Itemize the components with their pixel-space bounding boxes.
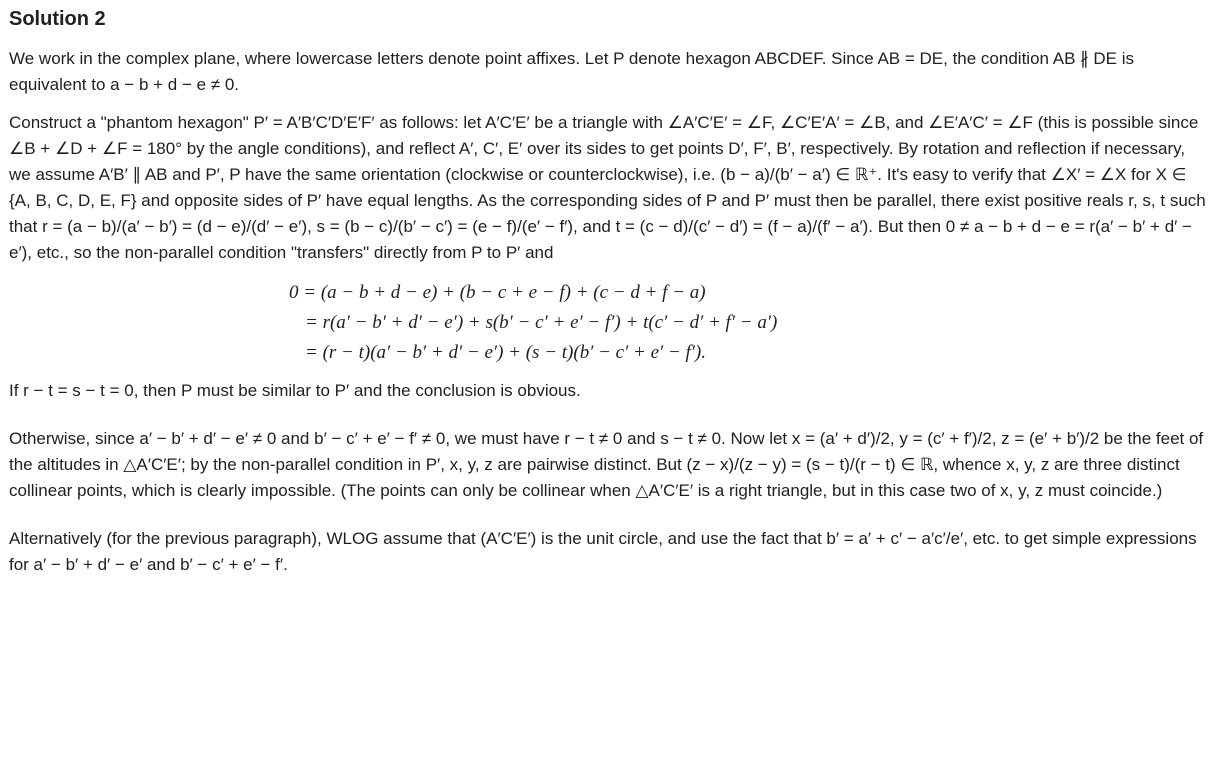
solution-title: Solution 2	[9, 8, 106, 30]
display-equation	[9, 278, 1209, 368]
equation-line-1: 0 = (a − b + d − e) + (b − c + e − f) + (c − d + f − a)	[289, 282, 706, 303]
paragraph-similar-case: If r − t = s − t = 0, then P must be similar to P′ and the conclusion is obvious.	[9, 381, 581, 400]
equation-line-3: = (r − t)(a′ − b′ + d′ − e′) + (s − t)(b′ − c′ + e′ − f′).	[305, 342, 707, 363]
paragraph-construction: Construct a "phantom hexagon" P′ = A′B′C′D′E′F′ as follows: let A′C′E′ be a triangle with ∠A′C′E′ = ∠F, ∠C′E′A′ = ∠B, and ∠E′A′C′ = ∠F (this is possible since ∠B + ∠D + ∠F = 180° by the angle conditions), and reflect A′, C′, E′ over its sides to get points D′, F′, B′, respectively. By rotation and reflection if necessary, we assume A′B′ ∥ AB and P′, P have the same orientation (clockwise or counterclockwise), i.e. (b − a)/(b′ − a′) ∈ ℝ⁺. It's easy to verify that ∠X′ = ∠X for X ∈ {A, B, C, D, E, F} and opposite sides of P′ have equal lengths. As the corresponding sides of P and P′ must then be parallel, there exist positive reals r, s, t such that r = (a − b)/(a′ − b′) = (d − e)/(d′ − e′), s = (b − c)/(b′ − c′) = (e − f)/(e′ − f′), and t = (c − d)/(c′ − d′) = (f − a)/(f′ − a′). But then 0 ≠ a − b + d − e = r(a′ − b′ + d′ − e′), etc., so the non-parallel condition "transfers" directly from P to P′ and	[9, 113, 1206, 262]
paragraph-alternatively: Alternatively (for the previous paragraph), WLOG assume that (A′C′E′) is the unit circle, and use the fact that b′ = a′ + c′ − a′c′/e′, etc. to get simple expressions for a′ − b′ + d′ − e′ and b′ − c′ + e′ − f′.	[9, 529, 1197, 574]
solution-content	[9, 6, 1209, 590]
equation-line-2: = r(a′ − b′ + d′ − e′) + s(b′ − c′ + e′ − f′) + t(c′ − d′ + f′ − a′)	[305, 312, 778, 333]
paragraph-otherwise: Otherwise, since a′ − b′ + d′ − e′ ≠ 0 and b′ − c′ + e′ − f′ ≠ 0, we must have r − t ≠ 0 and s − t ≠ 0. Now let x = (a′ + d′)/2, y = (c′ + f′)/2, z = (e′ + b′)/2 be the feet of the altitudes in △A′C′E′; by the non-parallel condition in P′, x, y, z are pairwise distinct. But (z − x)/(z − y) = (s − t)/(r − t) ∈ ℝ, whence x, y, z are three distinct collinear points, which is clearly impossible. (The points can only be collinear when △A′C′E′ is a right triangle, but in this case two of x, y, z must coincide.)	[9, 429, 1204, 500]
paragraph-intro: We work in the complex plane, where lowercase letters denote point affixes. Let P denote hexagon ABCDEF. Since AB = DE, the condition AB ∦ DE is equivalent to a − b + d − e ≠ 0.	[9, 49, 1134, 94]
